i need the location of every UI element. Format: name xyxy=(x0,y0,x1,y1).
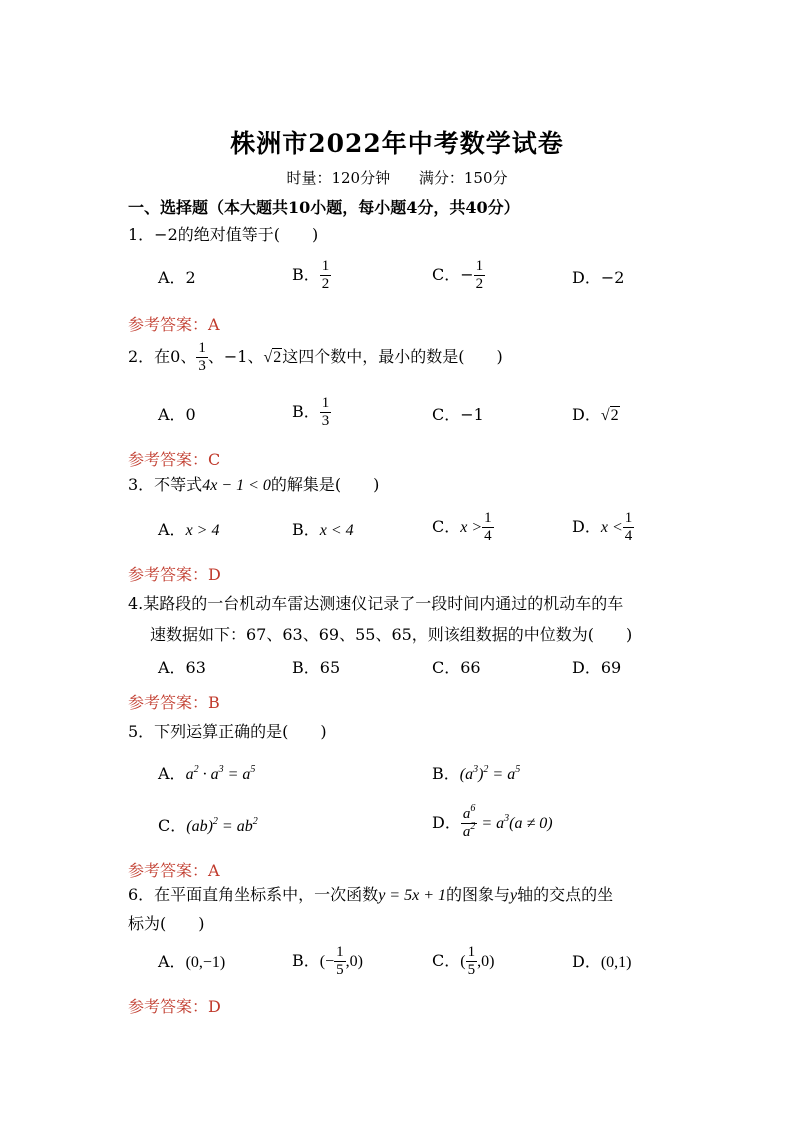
q1-option-c: C．− $\frac{1}{2}$ xyxy=(432,258,484,292)
q1-option-b: B． $\frac{1}{2}$ xyxy=(292,258,330,292)
q2-answer: 参考答案：C xyxy=(128,450,221,469)
q2-option-b: B． $\frac{1}{3}$ xyxy=(292,395,330,429)
sqrt: √2 xyxy=(263,349,282,366)
fraction: $\frac{1}{3}$ xyxy=(321,395,330,429)
q3-option-c: C．x > $\frac{1}{4}$ xyxy=(432,510,492,544)
q3-option-d: D．x < $\frac{1}{4}$ xyxy=(572,510,633,544)
fraction: $\frac{1}{2}$ xyxy=(475,258,484,292)
q5-option-b: B．$(a^3)^2 = a^5$ xyxy=(432,764,521,783)
question-6-stem-line1: 6．在平面直角坐标系中，一次函数y = 5x + 1的图象与y轴的交点的坐 xyxy=(128,885,614,904)
question-3-stem: 3．不等式4x − 1 < 0的解集是( ) xyxy=(128,475,380,494)
q3-answer: 参考答案：D xyxy=(128,565,221,584)
question-4-stem-line1: 4.某路段的一台机动车雷达测速仪记录了一段时间内通过的机动车的车 xyxy=(128,594,624,613)
q4-option-a: A．63 xyxy=(158,658,206,677)
q6-option-d: D．(0,1) xyxy=(572,952,632,971)
q5-option-a: A．$a^2 \cdot a^3 = a^5$ xyxy=(158,764,256,783)
fraction: $\frac{1}{3}$ xyxy=(198,340,206,374)
fraction: $\frac{1}{2}$ xyxy=(321,258,330,292)
page-title: 株洲市2022年中考数学试卷 xyxy=(230,129,564,158)
q5-option-d: D． $\frac{a^6}{a^2}$ = $a^3(a \ne 0)$ xyxy=(432,803,553,840)
question-6-stem-line2: 标为( ) xyxy=(128,914,205,933)
q2-option-a: A．0 xyxy=(158,405,196,424)
q6-option-b: B．(− $\frac{1}{5}$ ,0) xyxy=(292,944,363,978)
q3-option-b: B．x < 4 xyxy=(292,520,354,539)
time-limit: 时量：120分钟 xyxy=(286,169,391,187)
q6-option-c: C．( $\frac{1}{5}$ ,0) xyxy=(432,944,495,978)
exam-info xyxy=(0,167,794,188)
q4-answer: 参考答案：B xyxy=(128,693,220,712)
section-heading: 一、选择题（本大题共10小题，每小题4分，共40分） xyxy=(128,198,520,217)
q4-option-c: C．66 xyxy=(432,658,481,677)
full-score: 满分：150分 xyxy=(418,169,508,187)
question-2-stem: 2．在0、 $\frac{1}{3}$ 、−1、√2这四个数中，最小的数是( ) xyxy=(128,340,503,374)
q1-option-d: D．−2 xyxy=(572,268,625,287)
q5-option-c: C．$(ab)^2 = ab^2$ xyxy=(158,816,258,835)
question-4-stem-line2: 速数据如下：67、63、69、55、65，则该组数据的中位数为( ) xyxy=(150,625,633,644)
q1-answer: 参考答案：A xyxy=(128,315,220,334)
q6-option-a: A．(0,−1) xyxy=(158,952,226,971)
question-1-stem: 1．−2的绝对值等于( ) xyxy=(128,225,319,244)
q2-option-c: C．−1 xyxy=(432,405,484,424)
q3-option-a: A．x > 4 xyxy=(158,520,220,539)
q6-answer: 参考答案：D xyxy=(128,997,221,1016)
question-5-stem: 5．下列运算正确的是( ) xyxy=(128,722,327,741)
q1-option-a: A．2 xyxy=(158,268,196,287)
q2-option-d: D．√2 xyxy=(572,405,619,424)
q5-answer: 参考答案：A xyxy=(128,861,220,880)
q4-option-b: B．65 xyxy=(292,658,341,677)
q4-option-d: D．69 xyxy=(572,658,622,677)
